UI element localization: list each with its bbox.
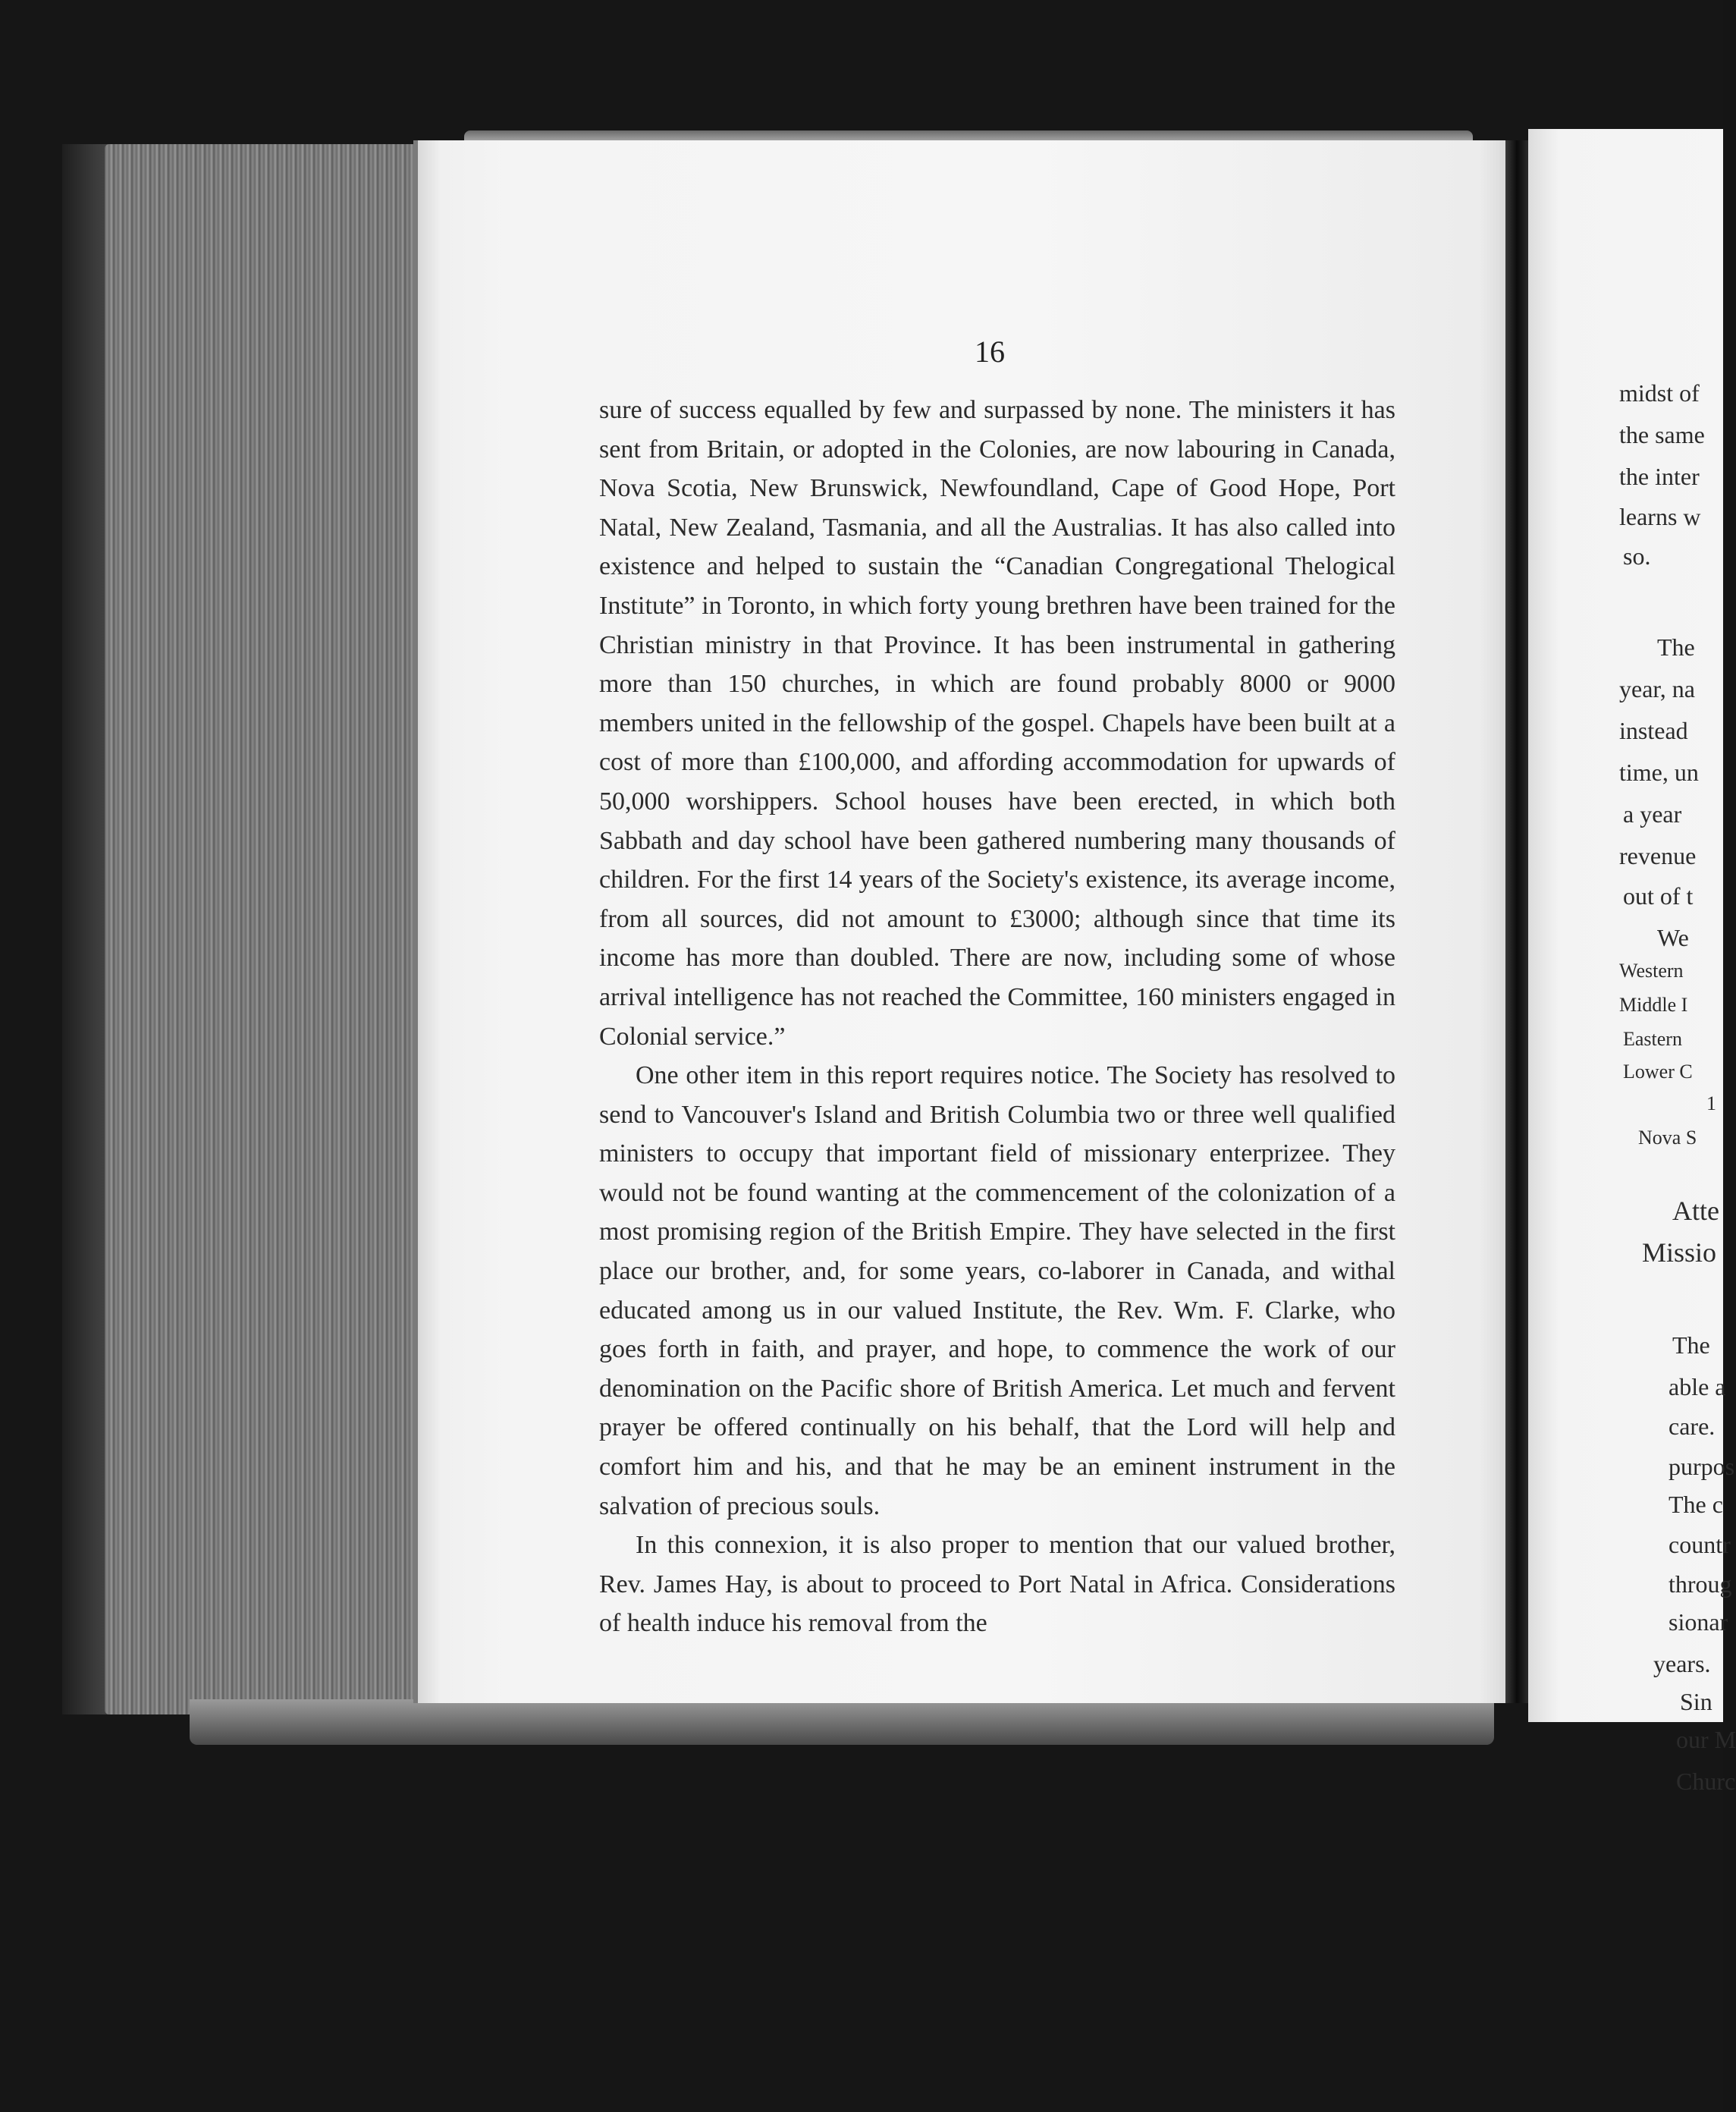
right-page-fragment: throug [1669, 1570, 1732, 1598]
right-page-fragment: Nova S [1638, 1127, 1697, 1149]
book-cover-bottom-edge [190, 1699, 1494, 1745]
right-page-fragment: Western [1619, 960, 1684, 982]
right-page-fragment: Middle I [1619, 994, 1688, 1016]
right-page-fragment: revenue [1619, 842, 1697, 869]
right-page-fragment: so. [1623, 542, 1651, 570]
right-page-fragment: the inter [1619, 463, 1700, 490]
right-page-fragment: Eastern [1623, 1028, 1682, 1050]
right-page-fragment: 1 [1706, 1092, 1716, 1114]
right-page-fragment: The [1657, 633, 1695, 661]
right-page-fragment: Missio [1642, 1237, 1717, 1268]
paragraph: In this connexion, it is also proper to mention that our valued brother, Rev. James Hay, is about to proceed to Port Natal in Africa. Considerations of health induce his removal from the [599, 1531, 1395, 1638]
book-gutter [1505, 140, 1528, 1703]
book-page-edges [105, 144, 423, 1714]
right-page-fragment: able a [1669, 1373, 1726, 1400]
right-page-fragment: instead [1619, 717, 1688, 744]
paragraph: One other item in this report requires notice. The Society has resolved to send to Vancouver's Island and British Columbia two or three well qualified ministers to occupy that important field of missionary enterprizee. They would not be found wanting at the commencement of the colonization of a most promising region of the British Empire. They have selected in the first place our brother, and, for some years, co-laborer in Canada, and withal educated among us in our valued Institute, the Rev. Wm. F. Clarke, who goes forth in faith, and prayer, and hope, to commence the work of our denomination on the Pacific shore of British America. Let much and fervent prayer be offered continually on his behalf, that the Lord will help and comfort him and his, and that he may be an eminent instrument in the salvation of precious souls. [599, 1061, 1395, 1520]
right-page-fragment: midst of [1619, 379, 1700, 407]
right-page-fragment: Sin [1680, 1688, 1712, 1715]
right-page-fragment: Lower C [1623, 1061, 1693, 1083]
right-page-fragment: countr [1669, 1531, 1731, 1558]
right-page-fragment: We [1657, 924, 1689, 951]
right-page-fragment: Churc [1676, 1768, 1736, 1795]
right-page-fragment: out of t [1623, 882, 1694, 910]
page-number: 16 [975, 335, 1005, 369]
right-page-fragment: The [1672, 1331, 1710, 1359]
right-page-fragment: learns w [1619, 503, 1701, 530]
right-page-fragment: our M [1676, 1726, 1736, 1753]
right-page-fragment: sionar [1669, 1608, 1728, 1636]
right-page-fragment: purpos [1669, 1453, 1735, 1480]
right-page-fragment: years. [1653, 1650, 1711, 1677]
right-page-fragment: the same [1619, 421, 1705, 448]
right-page-fragment: a year [1623, 800, 1682, 828]
paragraph: sure of success equalled by few and surpassed by none. The ministers it has sent from Britain, or adopted in the Colonies, are now labouring in Canada, Nova Scotia, New Brunswick, Newfoundland, Cape of Good Hope, Port Natal, New Zealand, Tasmania, and all the Australias. It has also called into existence and helped to sustain the “Canadian Congregational Thelogical Institute” in Toronto, in which forty young brethren have been trained for the Christian ministry in that Province. It has been instrumental in gathering more than 150 churches, in which are found probably 8000 or 9000 members united in the fellowship of the gospel. Chapels have been built at a cost of more than £100,000, and affording accommodation for upwards of 50,000 worshippers. School houses have been erected, in which both Sabbath and day school have been gathered numbering many thousands of children. For the first 14 years of the Society's existence, its average income, from all sources, did not amount to £3000; although since that time its income has more than doubled. There are now, including some of whose arrival intelligence has not reached the Committee, 160 ministers engaged in Colonial service.” [599, 396, 1395, 1051]
right-page-fragment: time, un [1619, 759, 1699, 786]
right-page-fragment: The c [1669, 1491, 1723, 1518]
right-page-fragment: Atte [1672, 1196, 1719, 1226]
right-page-fragment: care. [1669, 1413, 1716, 1440]
right-page-fragment: year, na [1619, 675, 1695, 702]
left-page-text [599, 391, 1395, 1643]
right-page [1528, 129, 1723, 1722]
